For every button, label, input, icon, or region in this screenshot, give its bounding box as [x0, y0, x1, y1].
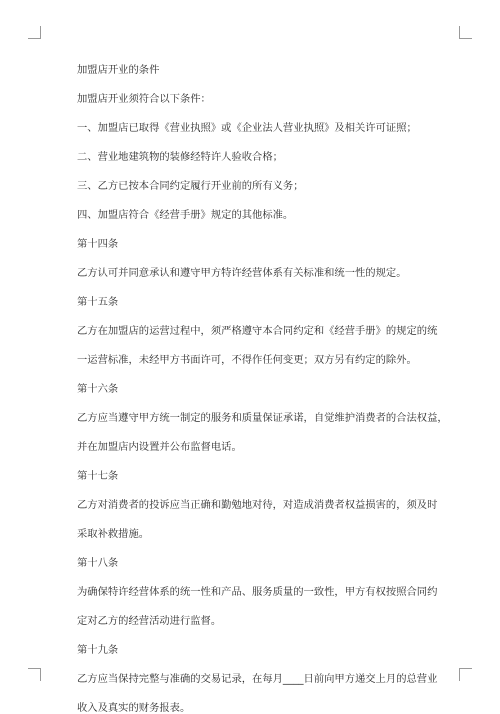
- condition-1: 一、加盟店已取得《营业执照》或《企业法人营业执照》及相关许可证照；: [77, 122, 417, 134]
- article-heading: 第十七条: [77, 470, 119, 482]
- article-text: 采取补救措施。: [77, 528, 150, 540]
- article-text: 乙方应当遵守甲方统一制定的服务和质量保证承诺，自觉维护消费者的合法权益，: [77, 412, 448, 424]
- article-heading: 第十四条: [77, 238, 119, 250]
- article-text: 乙方应当保持完整与准确的交易记录，在每月____日前向甲方递交上月的总营业: [77, 673, 438, 685]
- article-text: 定对乙方的经营活动进行监督。: [77, 615, 222, 627]
- article-text: 收入及真实的财务报表。: [77, 702, 191, 714]
- article-text: 乙方在加盟店的运营过程中，须严格遵守本合同约定和《经营手册》的规定的统: [77, 325, 438, 337]
- crop-mark-top-right: [459, 26, 472, 39]
- article-text: 一运营标准，未经甲方书面许可，不得作任何变更；双方另有约定的除外。: [77, 354, 417, 366]
- article-heading: 第十八条: [77, 557, 119, 569]
- article-text: 为确保特许经营体系的统一性和产品、服务质量的一致性，甲方有权按照合同约: [77, 586, 438, 598]
- paragraph-intro: 加盟店开业须符合以下条件：: [77, 93, 211, 105]
- crop-mark-bottom-right: [459, 668, 472, 681]
- section-heading: 加盟店开业的条件: [77, 64, 160, 76]
- article-text: 乙方认可并同意承认和遵守甲方特许经营体系有关标准和统一性的规定。: [77, 267, 407, 279]
- article-heading: 第十六条: [77, 383, 119, 395]
- condition-2: 二、营业地建筑物的装修经特许人验收合格；: [77, 151, 283, 163]
- condition-3: 三、乙方已按本合同约定履行开业前的所有义务；: [77, 180, 304, 192]
- crop-mark-top-left: [28, 26, 41, 39]
- condition-4: 四、加盟店符合《经营手册》规定的其他标准。: [77, 209, 294, 221]
- article-text: 并在加盟店内设置并公布监督电话。: [77, 441, 242, 453]
- article-heading: 第十五条: [77, 296, 119, 308]
- crop-mark-bottom-left: [28, 668, 41, 681]
- article-text: 乙方对消费者的投诉应当正确和勤勉地对待，对造成消费者权益损害的，须及时: [77, 499, 438, 511]
- article-heading: 第十九条: [77, 644, 119, 656]
